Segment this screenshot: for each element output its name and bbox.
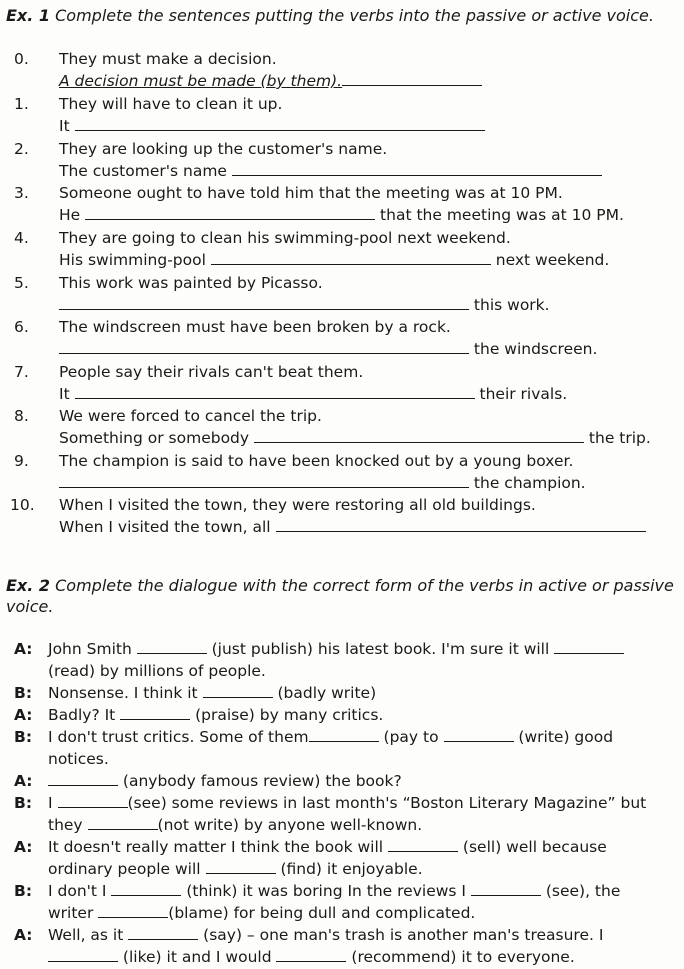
verb-blank[interactable] (98, 902, 168, 918)
dialogue-line (48, 704, 383, 726)
verb-blank[interactable] (309, 726, 379, 742)
ex2-label: Ex. 2 (6, 576, 51, 595)
dialogue-text: writer (48, 904, 99, 922)
dialogue-text: (see), the (540, 882, 621, 900)
item-sentence: People say their rivals can't beat them. (59, 363, 364, 381)
answer-blank[interactable] (85, 204, 375, 220)
rewrite-suffix: their rivals. (474, 385, 568, 403)
item-number: 5. (14, 274, 29, 292)
ex1-heading (6, 6, 654, 26)
rewrite-suffix: this work. (469, 296, 550, 314)
dialogue-line (48, 682, 376, 704)
dialogue-text: (not write) by anyone well-known. (157, 816, 423, 834)
verb-blank[interactable] (206, 858, 276, 874)
speaker-label: A: (14, 640, 33, 658)
dialogue-text: (badly write) (272, 684, 377, 702)
verb-blank[interactable] (48, 770, 118, 786)
item-rewrite-line (59, 204, 624, 226)
dialogue-line-continuation (48, 902, 475, 924)
dialogue-text: (blame) for being dull and complicated. (168, 904, 476, 922)
dialogue-line-continuation (48, 858, 423, 880)
verb-blank[interactable] (128, 924, 198, 940)
item-rewrite-line (59, 70, 482, 92)
dialogue-text: It doesn't really matter I think the book will (48, 838, 388, 856)
dialogue-line-continuation (48, 748, 109, 770)
item-rewrite-line (59, 249, 609, 271)
dialogue-text: notices. (48, 750, 109, 768)
answer-blank[interactable] (254, 427, 584, 443)
rewrite-prefix: He (59, 206, 86, 224)
item-number: 8. (14, 407, 29, 425)
item-rewrite-line (59, 338, 597, 360)
item-sentence: They are going to clean his swimming-pool next weekend. (59, 229, 511, 247)
answer-blank[interactable] (59, 338, 469, 354)
dialogue-line (48, 880, 620, 902)
item-number: 2. (14, 140, 29, 158)
dialogue-text: John Smith (48, 640, 137, 658)
dialogue-text: (anybody famous review) the book? (118, 772, 402, 790)
dialogue-line-continuation (48, 814, 422, 836)
item-number: 7. (14, 363, 29, 381)
verb-blank[interactable] (203, 682, 273, 698)
example-answer: A decision must be made (by them). (59, 72, 343, 90)
item-sentence: This work was painted by Picasso. (59, 274, 323, 292)
verb-blank[interactable] (276, 946, 346, 962)
item-sentence: We were forced to cancel the trip. (59, 407, 322, 425)
rewrite-prefix: Something or somebody (59, 429, 254, 447)
verb-blank[interactable] (58, 792, 128, 808)
item-number: 10. (10, 496, 35, 514)
speaker-label: A: (14, 926, 33, 944)
item-rewrite-line (59, 516, 646, 538)
speaker-label: A: (14, 772, 33, 790)
rewrite-prefix: His swimming-pool (59, 251, 211, 269)
rewrite-suffix: next weekend. (490, 251, 610, 269)
item-number: 4. (14, 229, 29, 247)
item-rewrite-line (59, 115, 485, 137)
speaker-label: A: (14, 838, 33, 856)
rewrite-prefix: It (59, 385, 75, 403)
verb-blank[interactable] (471, 880, 541, 896)
verb-blank[interactable] (137, 638, 207, 654)
verb-blank[interactable] (111, 880, 181, 896)
dialogue-text: (recommend) it to everyone. (346, 948, 575, 966)
verb-blank[interactable] (388, 836, 458, 852)
answer-blank[interactable] (211, 249, 491, 265)
dialogue-text: (just publish) his latest book. I'm sure it will (206, 640, 555, 658)
dialogue-text: (see) some reviews in last month's “Boston Literary Magazine” but (127, 794, 647, 812)
dialogue-line (48, 792, 646, 814)
rewrite-prefix: It (59, 117, 75, 135)
item-sentence: Someone ought to have told him that the meeting was at 10 PM. (59, 184, 563, 202)
answer-blank[interactable] (276, 516, 646, 532)
item-number: 0. (14, 50, 29, 68)
answer-blank[interactable] (59, 294, 469, 310)
rewrite-suffix: the windscreen. (469, 340, 598, 358)
ex1-instruction: Complete the sentences putting the verbs into the passive or active voice. (50, 6, 654, 25)
dialogue-text: Well, as it (48, 926, 129, 944)
dialogue-text: (pay to (378, 728, 444, 746)
item-sentence: They will have to clean it up. (59, 95, 283, 113)
answer-blank[interactable] (59, 472, 469, 488)
answer-blank[interactable] (232, 160, 602, 176)
rewrite-suffix: the champion. (469, 474, 586, 492)
dialogue-text: I (48, 794, 58, 812)
dialogue-line (48, 770, 402, 792)
dialogue-text: ordinary people will (48, 860, 206, 878)
item-sentence: When I visited the town, they were restoring all old buildings. (59, 496, 536, 514)
dialogue-text: (sell) well because (458, 838, 607, 856)
item-sentence: They must make a decision. (59, 50, 277, 68)
item-number: 9. (14, 452, 29, 470)
ex2-heading-line2 (6, 597, 53, 617)
verb-blank[interactable] (120, 704, 190, 720)
item-rewrite-line (59, 427, 651, 449)
ex1-label: Ex. 1 (6, 6, 51, 25)
ex2-instruction-2: voice. (6, 597, 54, 616)
dialogue-text: Badly? It (48, 706, 121, 724)
item-sentence: They are looking up the customer's name. (59, 140, 388, 158)
item-sentence: The champion is said to have been knocked out by a young boxer. (59, 452, 574, 470)
ex2-heading (6, 576, 674, 596)
dialogue-text: they (48, 816, 88, 834)
dialogue-line (48, 836, 607, 858)
rewrite-prefix: When I visited the town, all (59, 518, 276, 536)
dialogue-line (48, 638, 624, 660)
dialogue-text: Nonsense. I think it (48, 684, 203, 702)
answer-underline (342, 70, 482, 86)
item-rewrite-line (59, 294, 550, 316)
verb-blank[interactable] (88, 814, 158, 830)
dialogue-text: (say) – one man's trash is another man's treasure. I (198, 926, 604, 944)
item-rewrite-line (59, 383, 567, 405)
item-rewrite-line (59, 160, 602, 182)
dialogue-text: (praise) by many critics. (190, 706, 384, 724)
verb-blank[interactable] (554, 638, 624, 654)
dialogue-text: (find) it enjoyable. (275, 860, 423, 878)
item-number: 1. (14, 95, 29, 113)
answer-blank[interactable] (75, 115, 485, 131)
speaker-label: B: (14, 728, 33, 746)
dialogue-text: I don't trust critics. Some of them (48, 728, 309, 746)
speaker-label: A: (14, 706, 33, 724)
dialogue-line (48, 726, 613, 748)
dialogue-line (48, 924, 603, 946)
verb-blank[interactable] (444, 726, 514, 742)
ex2-instruction-1: Complete the dialogue with the correct form of the verbs in active or passive (50, 576, 674, 595)
item-rewrite-line (59, 472, 586, 494)
dialogue-text: (think) it was boring In the reviews I (181, 882, 471, 900)
dialogue-text: (write) good (513, 728, 614, 746)
answer-blank[interactable] (75, 383, 475, 399)
speaker-label: B: (14, 684, 33, 702)
item-number: 6. (14, 318, 29, 336)
dialogue-text: (like) it and I would (118, 948, 277, 966)
rewrite-suffix: the trip. (584, 429, 651, 447)
item-sentence: The windscreen must have been broken by a rock. (59, 318, 451, 336)
verb-blank[interactable] (48, 946, 118, 962)
dialogue-text: I don't I (48, 882, 112, 900)
rewrite-prefix: The customer's name (59, 162, 232, 180)
speaker-label: B: (14, 882, 33, 900)
dialogue-line-continuation (48, 946, 575, 968)
dialogue-text: (read) by millions of people. (48, 662, 266, 680)
rewrite-suffix: that the meeting was at 10 PM. (375, 206, 624, 224)
speaker-label: B: (14, 794, 33, 812)
dialogue-line-continuation (48, 660, 266, 682)
item-number: 3. (14, 184, 29, 202)
